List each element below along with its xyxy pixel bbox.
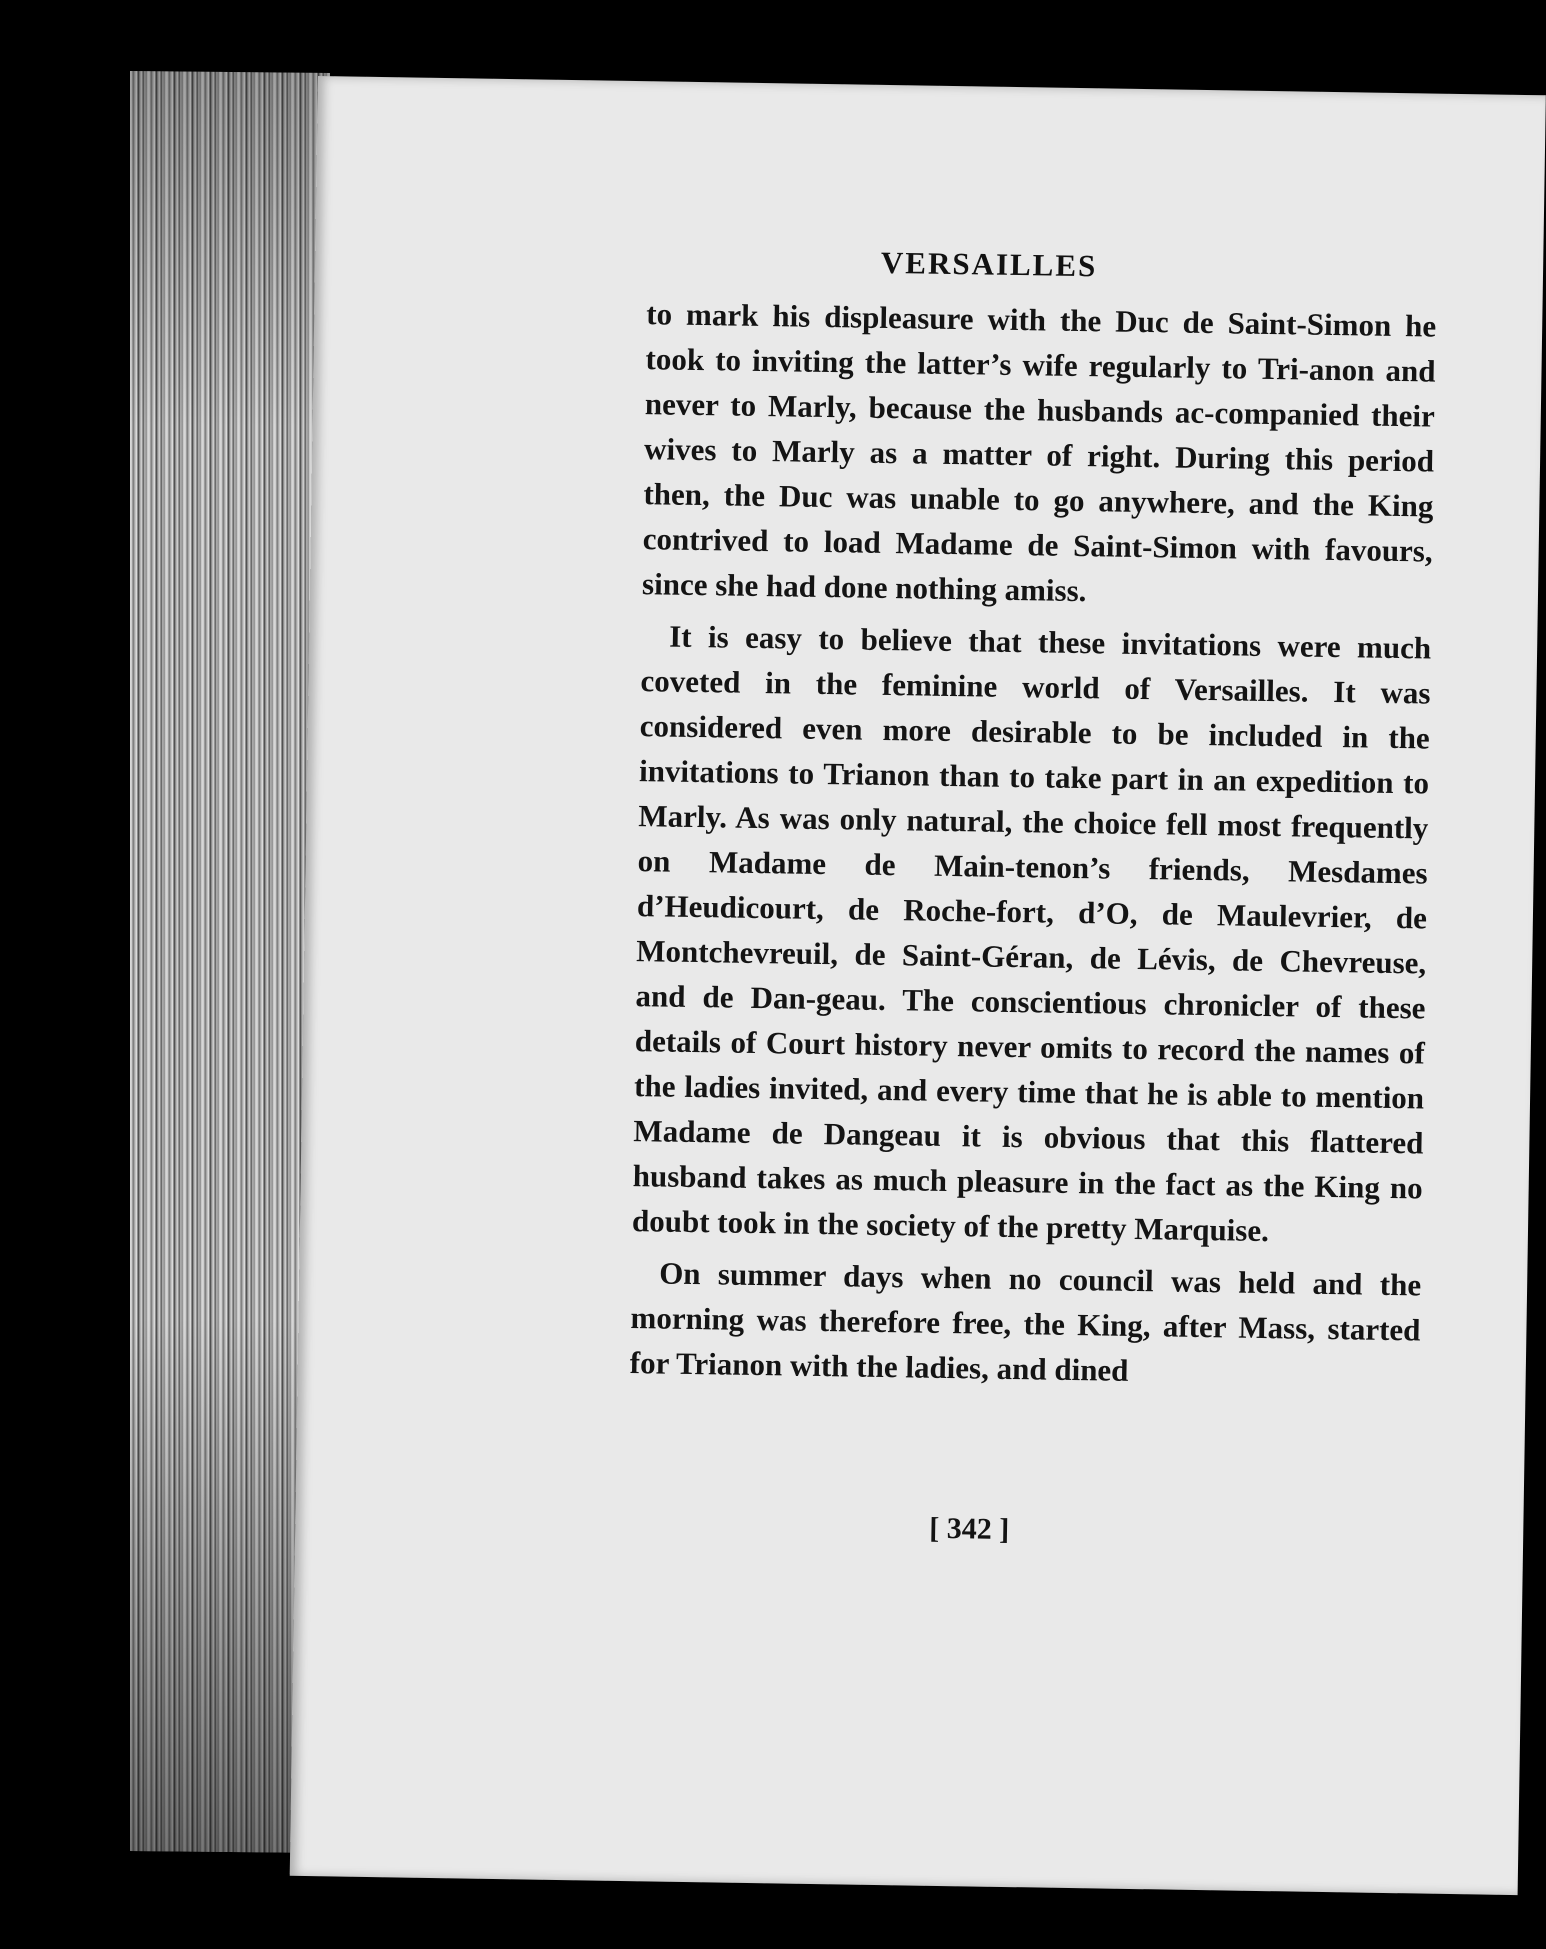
paragraph-1: to mark his displeasure with the Duc de Saint-Simon he took to inviting the latter’s wife regularly to Tri-anon and never to Marly, because the husbands ac-companied their wives to Marly as a matter of right. During this period then, the Duc was unable to go anywhere, and the King contrived to load Madame de Saint-Simon with favours, since she had done nothing amiss. [641, 296, 1437, 609]
book-page [290, 76, 1546, 1895]
paragraph-3: On summer days when no council was held and the morning was therefore free, the King, after Mass, started for Trianon with the ladies, and dined [629, 1255, 1422, 1388]
running-head: VERSAILLES [880, 244, 1098, 284]
body-text [629, 291, 1436, 1404]
page-number: [ 342 ] [929, 1511, 1010, 1547]
paragraph-2: It is easy to believe that these invitations were much coveted in the feminine world of Versailles. It was considered even more desirable to be included in the invitations to Trianon than to take part in an expedition to Marly. As was only natural, the choice fell most frequently on Madame de Main-tenon’s friends, Mesdames d’Heudicourt, de Roche-fort, d’O, de Maulevrier, de Montchevreuil, de Saint-Géran, de Lévis, de Chevreuse, and de Dan-geau. The conscientious chronicler of these details of Court history never omits to record the names of the ladies invited, and every time that he is able to mention Madame de Dangeau it is obvious that this flattered husband takes as much pleasure in the fact as the King no doubt took in the society of the pretty Marquise. [631, 618, 1432, 1249]
